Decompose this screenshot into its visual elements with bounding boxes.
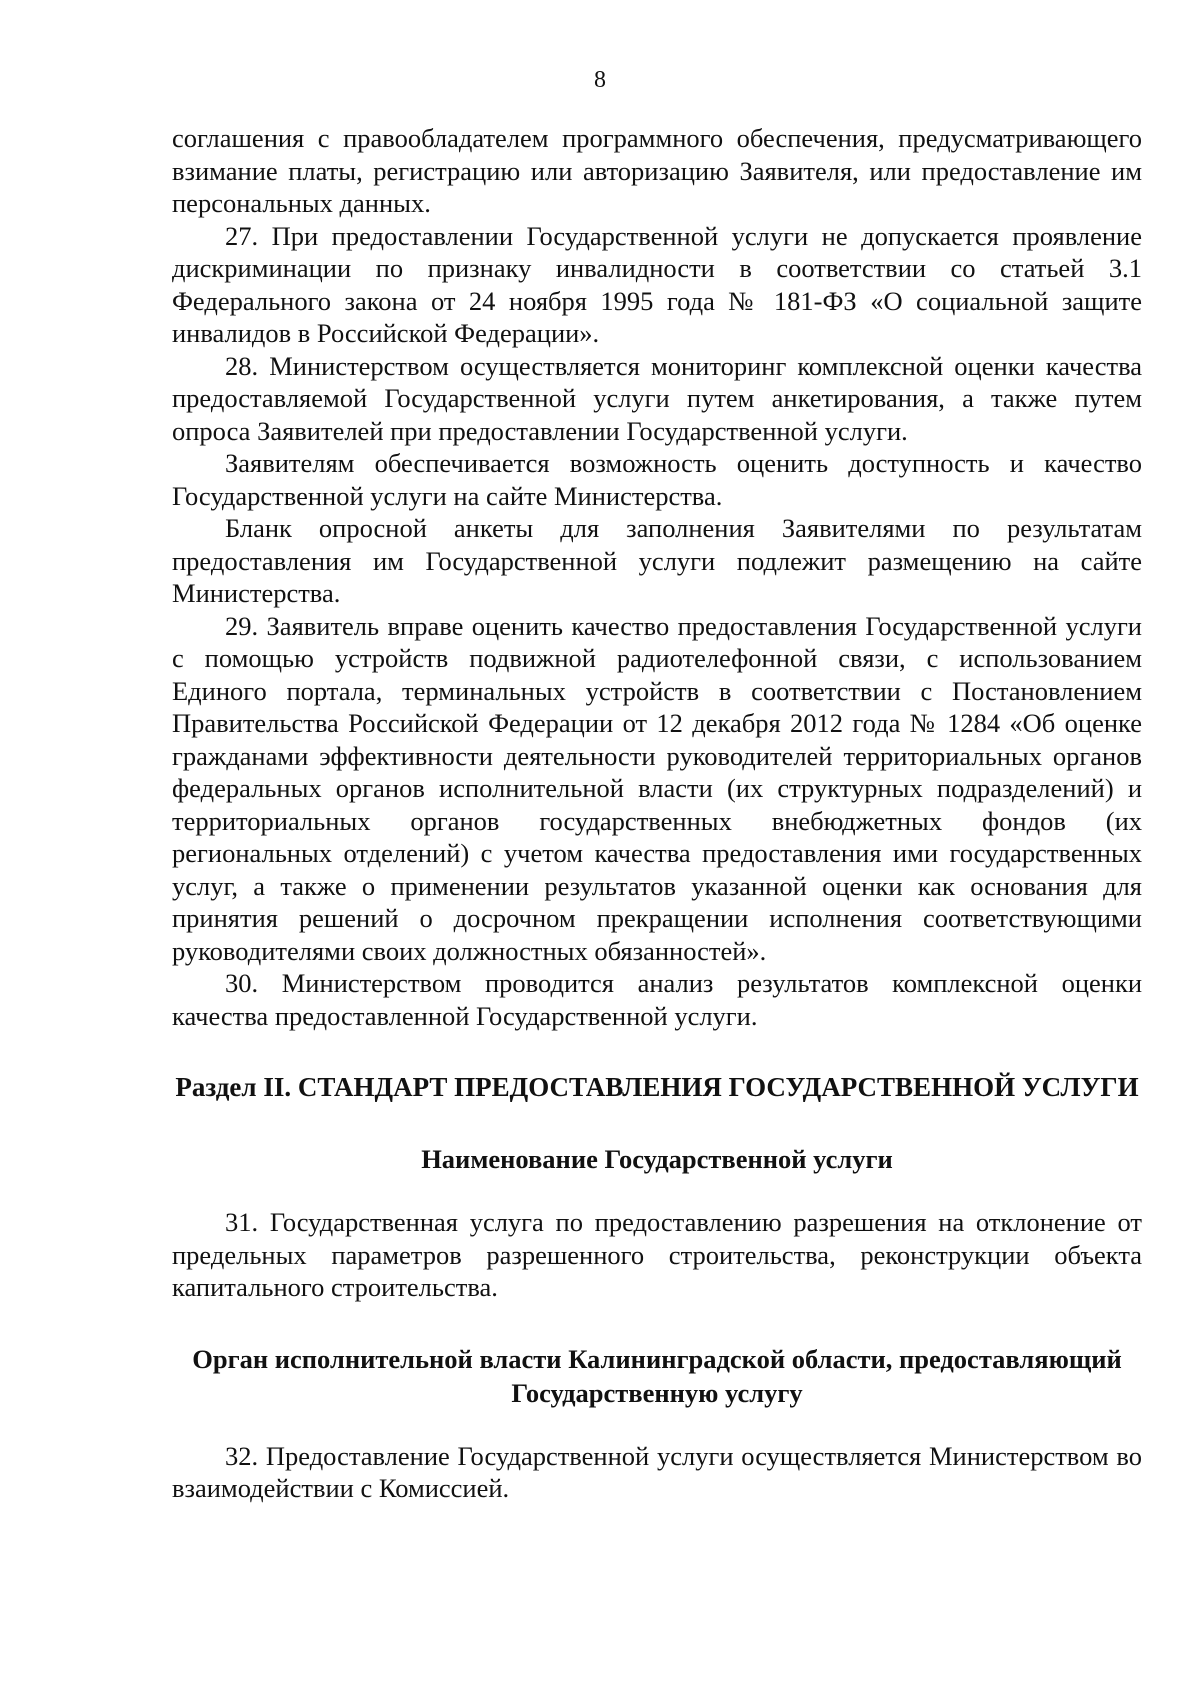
paragraph-28-questionnaire: Бланк опросной анкеты для заполнения Заявителями по результатам предоставления им Государственной услуги подлежит размещению на сайте Министерства. (172, 513, 1142, 608)
paragraph-31: 31. Государственная услуга по предоставлению разрешения на отклонение от предельных параметров разрешенного строительства, реконструкции объекта капитального строительства. (172, 1207, 1142, 1302)
paragraph-28-assessment: Заявителям обеспечивается возможность оценить доступность и качество Государственной услуги на сайте Министерства. (172, 448, 1142, 511)
paragraph-29: 29. Заявитель вправе оценить качество предоставления Государственной услуги с помощью устройств подвижной радиотелефонной связи, с использованием Единого портала, терминальных устройств в соответствии с Постановлением Правительства Российской Федерации от 12 декабря 2012 года № 1284 «Об оценке гражданами эффективности деятельности руководителей территориальных органов федеральных органов исполнительной власти (их структурных подразделений) и территориальных органов государственных внебюджетных фондов (их региональных отделений) с учетом качества предоставления ими государственных услуг, а также о применении результатов указанной оценки как основания для принятия решений о досрочном прекращении исполнения соответствующими руководителями своих должностных обязанностей». (172, 610, 1142, 966)
paragraph-28: 28. Министерством осуществляется мониторинг комплексной оценки качества предоставляемой Государственной услуги путем анкетирования, а также путем опроса Заявителей при предоставлении Государственной услуги. (172, 350, 1142, 446)
paragraph-30: 30. Министерством проводится анализ результатов комплексной оценки качества предоставленной Государственной услуги. (172, 968, 1142, 1031)
paragraph-32: 32. Предоставление Государственной услуги осуществляется Министерством во взаимодействии с Комиссией. (172, 1440, 1142, 1503)
paragraph-continuation: соглашения с правообладателем программного обеспечения, предусматривающего взимание платы, регистрацию или авторизацию Заявителя, или предоставление им персональных данных. (172, 123, 1142, 218)
page-number: 8 (594, 67, 606, 93)
subheading-executive-body: Орган исполнительной власти Калининградской области, предоставляющий Государственную услугу (192, 1343, 1122, 1408)
paragraph-27: 27. При предоставлении Государственной услуги не допускается проявление дискриминации по признаку инвалидности в соответствии со статьей 3.1 Федерального закона от 24 ноября 1995 года № 181-ФЗ «О социальной защите инвалидов в Российской Федерации». (172, 220, 1142, 348)
document-body (172, 122, 1142, 1505)
subheading-service-name: Наименование Государственной услуги (421, 1144, 893, 1174)
section-heading: Раздел II. СТАНДАРТ ПРЕДОСТАВЛЕНИЯ ГОСУДАРСТВЕННОЙ УСЛУГИ (175, 1072, 1139, 1102)
